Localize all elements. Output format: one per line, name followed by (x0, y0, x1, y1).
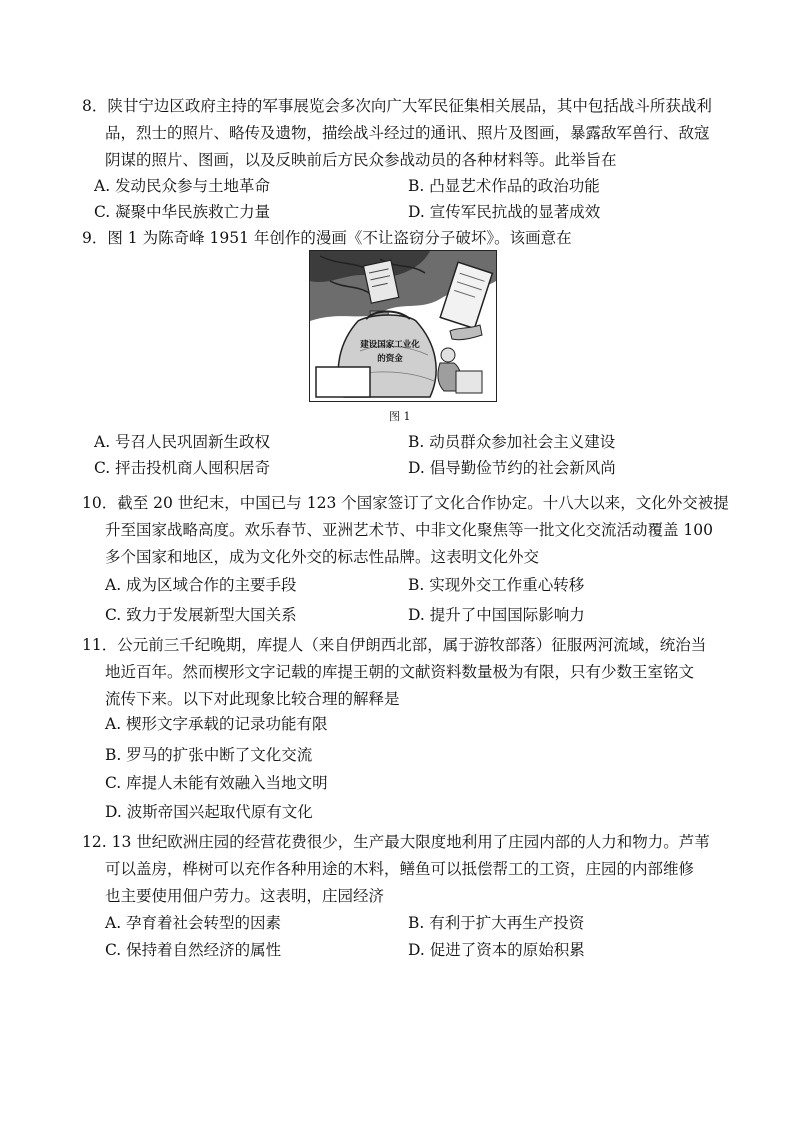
figure-caption: 图 1 (389, 410, 411, 423)
option-a[interactable]: A. 楔形文字承载的记录功能有限 (105, 715, 328, 733)
option-a[interactable]: A. 孕育着社会转型的因素 (105, 914, 282, 932)
question-text-line: 9．图 1 为陈奇峰 1951 年创作的漫画《不让盗窃分子破坏》。该画意在 (82, 229, 572, 247)
sack-label: 的资金 (377, 354, 403, 364)
cartoon-figure (309, 250, 497, 402)
question-text-line: 11．公元前三千纪晚期，库提人（来自伊朗西北部，属于游牧部落）征服两河流域，统治当 (82, 636, 707, 654)
question-text-line: 10．截至 20 世纪末，中国已与 123 个国家签订了文化合作协定。十八大以来，文化外交被提 (82, 494, 729, 512)
option-d[interactable]: D. 倡导勤俭节约的社会新风尚 (408, 459, 616, 477)
question-text-line: 地近百年。然而楔形文字记载的库提王朝的文献资料数量极为有限，只有少数王室铭文 (105, 663, 695, 681)
option-b[interactable]: B. 实现外交工作重心转移 (408, 576, 585, 594)
option-d[interactable]: D. 提升了中国国际影响力 (408, 606, 585, 624)
question-text-line: 8．陕甘宁边区政府主持的军事展览会多次向广大军民征集相关展品，其中包括战斗所获战利 (82, 97, 712, 115)
option-a[interactable]: A. 号召人民巩固新生政权 (94, 433, 271, 451)
option-b[interactable]: B. 动员群众参加社会主义建设 (408, 433, 616, 451)
option-a[interactable]: A. 成为区域合作的主要手段 (105, 576, 297, 594)
option-b[interactable]: B. 凸显艺术作品的政治功能 (408, 177, 600, 195)
question-text-line: 升至国家战略高度。欢乐春节、亚洲艺术节、中非文化聚焦等一批文化交流活动覆盖 100 (105, 521, 714, 539)
question-text-line: 也主要使用佃户劳力。这表明，庄园经济 (105, 887, 385, 905)
option-b[interactable]: B. 罗马的扩张中断了文化交流 (105, 746, 313, 764)
option-d[interactable]: D. 促进了资本的原始积累 (408, 941, 585, 959)
question-text-line: 阴谋的照片、图画，以及反映前后方民众参战动员的各种材料等。此举旨在 (105, 151, 617, 169)
sack-label: 建设国家工业化 (360, 340, 420, 350)
question-text-line: 流传下来。以下对此现象比较合理的解释是 (105, 690, 400, 708)
question-text-line: 品，烈士的照片、略传及遗物，描绘战斗经过的通讯、照片及图画，暴露敌军兽行、敌寇 (105, 124, 710, 142)
question-text-line: 可以盖房，桦树可以充作各种用途的木料，鳝鱼可以抵偿帮工的工资，庄园的内部维修 (105, 860, 695, 878)
option-c[interactable]: C. 凝聚中华民族救亡力量 (94, 203, 271, 221)
question-text-line: 多个国家和地区，成为文化外交的标志性品牌。这表明文化外交 (105, 548, 540, 566)
option-c[interactable]: C. 保持着自然经济的属性 (105, 941, 282, 959)
option-d[interactable]: D. 波斯帝国兴起取代原有文化 (105, 803, 313, 821)
option-c[interactable]: C. 致力于发展新型大国关系 (105, 606, 297, 624)
option-b[interactable]: B. 有利于扩大再生产投资 (408, 914, 585, 932)
question-text-line: 12. 13 世纪欧洲庄园的经营花费很少，生产最大限度地利用了庄园内部的人力和物力。芦苇 (82, 833, 710, 851)
option-d[interactable]: D. 宣传军民抗战的显著成效 (408, 203, 601, 221)
option-c[interactable]: C. 库提人未能有效融入当地文明 (105, 774, 328, 792)
cartoon-illustration (310, 251, 496, 401)
option-c[interactable]: C. 抨击投机商人囤积居奇 (94, 459, 271, 477)
option-a[interactable]: A. 发动民众参与土地革命 (94, 177, 271, 195)
